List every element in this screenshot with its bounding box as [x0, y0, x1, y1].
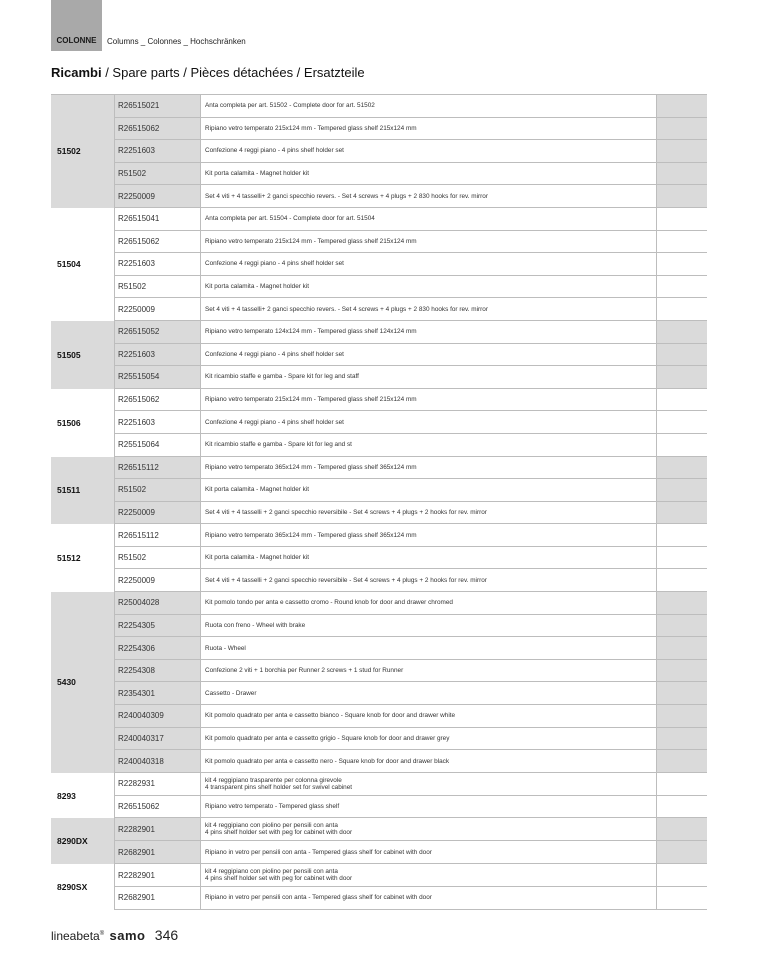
table-row [115, 95, 707, 118]
table-row [115, 253, 707, 276]
part-reference: R2251603 [115, 140, 201, 162]
table-row [115, 887, 707, 910]
part-reference: R2682901 [115, 841, 201, 863]
table-row [115, 185, 707, 208]
blank-cell [657, 682, 707, 704]
blank-cell [657, 479, 707, 501]
brand-lineabeta: lineabeta [51, 929, 100, 943]
article-code: 51504 [51, 208, 115, 321]
page-number: 346 [154, 927, 179, 943]
blank-cell [657, 705, 707, 727]
part-description: Ripiano in vetro per pensili con anta - Tempered glass shelf for cabinet with door [201, 841, 657, 863]
part-group [51, 208, 707, 321]
part-reference: R26515041 [115, 208, 201, 230]
part-description: Confezione 2 viti + 1 borchia per Runner 2 screws + 1 stud for Runner [201, 660, 657, 682]
part-group [51, 524, 707, 592]
part-reference: R2282901 [115, 864, 201, 886]
blank-cell [657, 864, 707, 886]
trademark-symbol: ® [99, 931, 105, 937]
part-description: Ripiano vetro temperato 215x124 mm - Tempered glass shelf 215x124 mm [201, 231, 657, 253]
table-row [115, 750, 707, 773]
blank-cell [657, 660, 707, 682]
blank-cell [657, 95, 707, 117]
part-group [51, 864, 707, 910]
table-row [115, 118, 707, 141]
part-reference: R240040309 [115, 705, 201, 727]
part-reference: R2682901 [115, 887, 201, 909]
part-description: Set 4 viti + 4 tasselli + 2 ganci specchio reversibile - Set 4 screws + 4 plugs + 2 hooks for rev. mirror [201, 502, 657, 524]
part-description: Ripiano vetro temperato 215x124 mm - Tempered glass shelf 215x124 mm [201, 389, 657, 411]
part-reference: R2251603 [115, 344, 201, 366]
table-row [115, 231, 707, 254]
page-title-bold: Ricambi [51, 65, 102, 80]
blank-cell [657, 750, 707, 772]
blank-cell [657, 344, 707, 366]
part-description: Kit pomolo quadrato per anta e cassetto grigio - Square knob for door and drawer grey [201, 728, 657, 750]
blank-cell [657, 547, 707, 569]
part-description: Kit porta calamita - Magnet holder kit [201, 479, 657, 501]
part-description: kit 4 reggipiano trasparente per colonna girevole 4 transparent pins shelf holder set for swivel cabinet [201, 773, 657, 795]
table-row [115, 457, 707, 480]
part-reference: R51502 [115, 479, 201, 501]
part-description: Anta completa per art. 51502 - Complete door for art. 51502 [201, 95, 657, 117]
part-description: kit 4 reggipiano con piolino per pensili con anta 4 pins shelf holder set with peg for cabinet with door [201, 818, 657, 840]
table-row [115, 773, 707, 796]
table-row [115, 841, 707, 864]
table-row [115, 389, 707, 412]
blank-cell [657, 524, 707, 546]
table-row [115, 479, 707, 502]
part-description: Ruota - Wheel [201, 637, 657, 659]
part-reference: R26515062 [115, 118, 201, 140]
part-reference: R25515064 [115, 434, 201, 456]
article-code: 51506 [51, 389, 115, 457]
blank-cell [657, 637, 707, 659]
part-reference: R26515112 [115, 457, 201, 479]
table-row [115, 502, 707, 525]
section-tab [51, 0, 102, 51]
part-description: Set 4 viti + 4 tasselli+ 2 ganci specchio revers. - Set 4 screws + 4 plugs + 2 830 hooks for rev. mirror [201, 298, 657, 320]
table-row [115, 569, 707, 592]
blank-cell [657, 818, 707, 840]
part-description: kit 4 reggipiano con piolino per pensili con anta 4 pins shelf holder set with peg for cabinet with door [201, 864, 657, 886]
part-description: Anta completa per art. 51504 - Complete door for art. 51504 [201, 208, 657, 230]
part-description: Kit porta calamita - Magnet holder kit [201, 163, 657, 185]
blank-cell [657, 366, 707, 388]
part-reference: R240040317 [115, 728, 201, 750]
part-description: Set 4 viti + 4 tasselli + 2 ganci specchio reversibile - Set 4 screws + 4 plugs + 2 hooks for rev. mirror [201, 569, 657, 591]
part-reference: R26515052 [115, 321, 201, 343]
part-description: Confezione 4 reggi piano - 4 pins shelf holder set [201, 411, 657, 433]
part-description: Kit porta calamita - Magnet holder kit [201, 547, 657, 569]
article-code: 51511 [51, 457, 115, 525]
part-reference: R2254305 [115, 615, 201, 637]
blank-cell [657, 298, 707, 320]
table-row [115, 728, 707, 751]
blank-cell [657, 389, 707, 411]
blank-cell [657, 231, 707, 253]
part-reference: R2251603 [115, 253, 201, 275]
table-row [115, 705, 707, 728]
blank-cell [657, 887, 707, 909]
blank-cell [657, 615, 707, 637]
blank-cell [657, 457, 707, 479]
part-reference: R2354301 [115, 682, 201, 704]
table-row [115, 298, 707, 321]
part-reference: R2250009 [115, 502, 201, 524]
part-description: Kit pomolo quadrato per anta e cassetto bianco - Square knob for door and drawer white [201, 705, 657, 727]
table-row [115, 434, 707, 457]
article-code: 51512 [51, 524, 115, 592]
part-group [51, 818, 707, 864]
table-row [115, 208, 707, 231]
part-group [51, 773, 707, 819]
part-reference: R2254306 [115, 637, 201, 659]
part-group [51, 592, 707, 773]
blank-cell [657, 140, 707, 162]
table-row [115, 140, 707, 163]
part-description: Confezione 4 reggi piano - 4 pins shelf holder set [201, 140, 657, 162]
blank-cell [657, 163, 707, 185]
part-reference: R26515062 [115, 796, 201, 818]
part-reference: R51502 [115, 276, 201, 298]
blank-cell [657, 253, 707, 275]
table-row [115, 864, 707, 887]
part-description: Kit ricambio staffe e gamba - Spare kit for leg and st [201, 434, 657, 456]
part-reference: R26515062 [115, 389, 201, 411]
table-row [115, 615, 707, 638]
part-description: Confezione 4 reggi piano - 4 pins shelf holder set [201, 344, 657, 366]
blank-cell [657, 841, 707, 863]
part-description: Kit ricambio staffe e gamba - Spare kit for leg and staff [201, 366, 657, 388]
part-reference: R240040318 [115, 750, 201, 772]
part-description: Ripiano in vetro per pensili con anta - Tempered glass shelf for cabinet with door [201, 887, 657, 909]
part-reference: R25515054 [115, 366, 201, 388]
part-group [51, 95, 707, 208]
blank-cell [657, 276, 707, 298]
part-description: Set 4 viti + 4 tasselli+ 2 ganci specchio revers. - Set 4 screws + 4 plugs + 2 830 hooks for rev. mirror [201, 185, 657, 207]
table-row [115, 344, 707, 367]
page-title-rest: / Spare parts / Pièces détachées / Ersatzteile [101, 65, 365, 80]
part-description: Ripiano vetro temperato - Tempered glass shelf [201, 796, 657, 818]
part-reference: R26515062 [115, 231, 201, 253]
table-row [115, 321, 707, 344]
table-row [115, 366, 707, 389]
part-reference: R51502 [115, 547, 201, 569]
table-row [115, 524, 707, 547]
blank-cell [657, 321, 707, 343]
part-reference: R26515021 [115, 95, 201, 117]
part-description: Cassetto - Drawer [201, 682, 657, 704]
article-code: 8293 [51, 773, 115, 819]
part-description: Ripiano vetro temperato 124x124 mm - Tempered glass shelf 124x124 mm [201, 321, 657, 343]
table-row [115, 592, 707, 615]
blank-cell [657, 569, 707, 591]
part-description: Confezione 4 reggi piano - 4 pins shelf holder set [201, 253, 657, 275]
blank-cell [657, 185, 707, 207]
part-group [51, 321, 707, 389]
blank-cell [657, 796, 707, 818]
blank-cell [657, 728, 707, 750]
blank-cell [657, 434, 707, 456]
article-code: 8290DX [51, 818, 115, 864]
part-reference: R2282931 [115, 773, 201, 795]
brand-samo: samo [109, 928, 146, 943]
part-reference: R2251603 [115, 411, 201, 433]
part-description: Ripiano vetro temperato 215x124 mm - Tempered glass shelf 215x124 mm [201, 118, 657, 140]
page-title [51, 65, 365, 80]
article-code: 8290SX [51, 864, 115, 910]
part-group [51, 457, 707, 525]
part-description: Kit pomolo tondo per anta e cassetto cromo - Round knob for door and drawer chromed [201, 592, 657, 614]
part-reference: R26515112 [115, 524, 201, 546]
article-code: 5430 [51, 592, 115, 773]
article-code: 51505 [51, 321, 115, 389]
article-code: 51502 [51, 95, 115, 208]
footer [51, 927, 178, 943]
part-group [51, 389, 707, 457]
spare-parts-table [51, 95, 707, 910]
part-description: Ruota con freno - Wheel with brake [201, 615, 657, 637]
table-row [115, 796, 707, 819]
table-row [115, 411, 707, 434]
table-row [115, 163, 707, 186]
table-row [115, 682, 707, 705]
part-reference: R51502 [115, 163, 201, 185]
section-tab-label: COLONNE [56, 36, 97, 45]
part-reference: R2250009 [115, 569, 201, 591]
section-subtitle: Columns _ Colonnes _ Hochschränken [107, 37, 246, 46]
table-row [115, 818, 707, 841]
part-description: Ripiano vetro temperato 365x124 mm - Tempered glass shelf 365x124 mm [201, 457, 657, 479]
part-reference: R2282901 [115, 818, 201, 840]
table-row [115, 637, 707, 660]
part-reference: R2254308 [115, 660, 201, 682]
blank-cell [657, 411, 707, 433]
blank-cell [657, 773, 707, 795]
blank-cell [657, 502, 707, 524]
part-description: Kit pomolo quadrato per anta e cassetto nero - Square knob for door and drawer black [201, 750, 657, 772]
table-row [115, 660, 707, 683]
part-description: Kit porta calamita - Magnet holder kit [201, 276, 657, 298]
blank-cell [657, 118, 707, 140]
table-row [115, 547, 707, 570]
part-description: Ripiano vetro temperato 365x124 mm - Tempered glass shelf 365x124 mm [201, 524, 657, 546]
blank-cell [657, 592, 707, 614]
part-reference: R2250009 [115, 298, 201, 320]
blank-cell [657, 208, 707, 230]
table-row [115, 276, 707, 299]
part-reference: R2250009 [115, 185, 201, 207]
part-reference: R25004028 [115, 592, 201, 614]
